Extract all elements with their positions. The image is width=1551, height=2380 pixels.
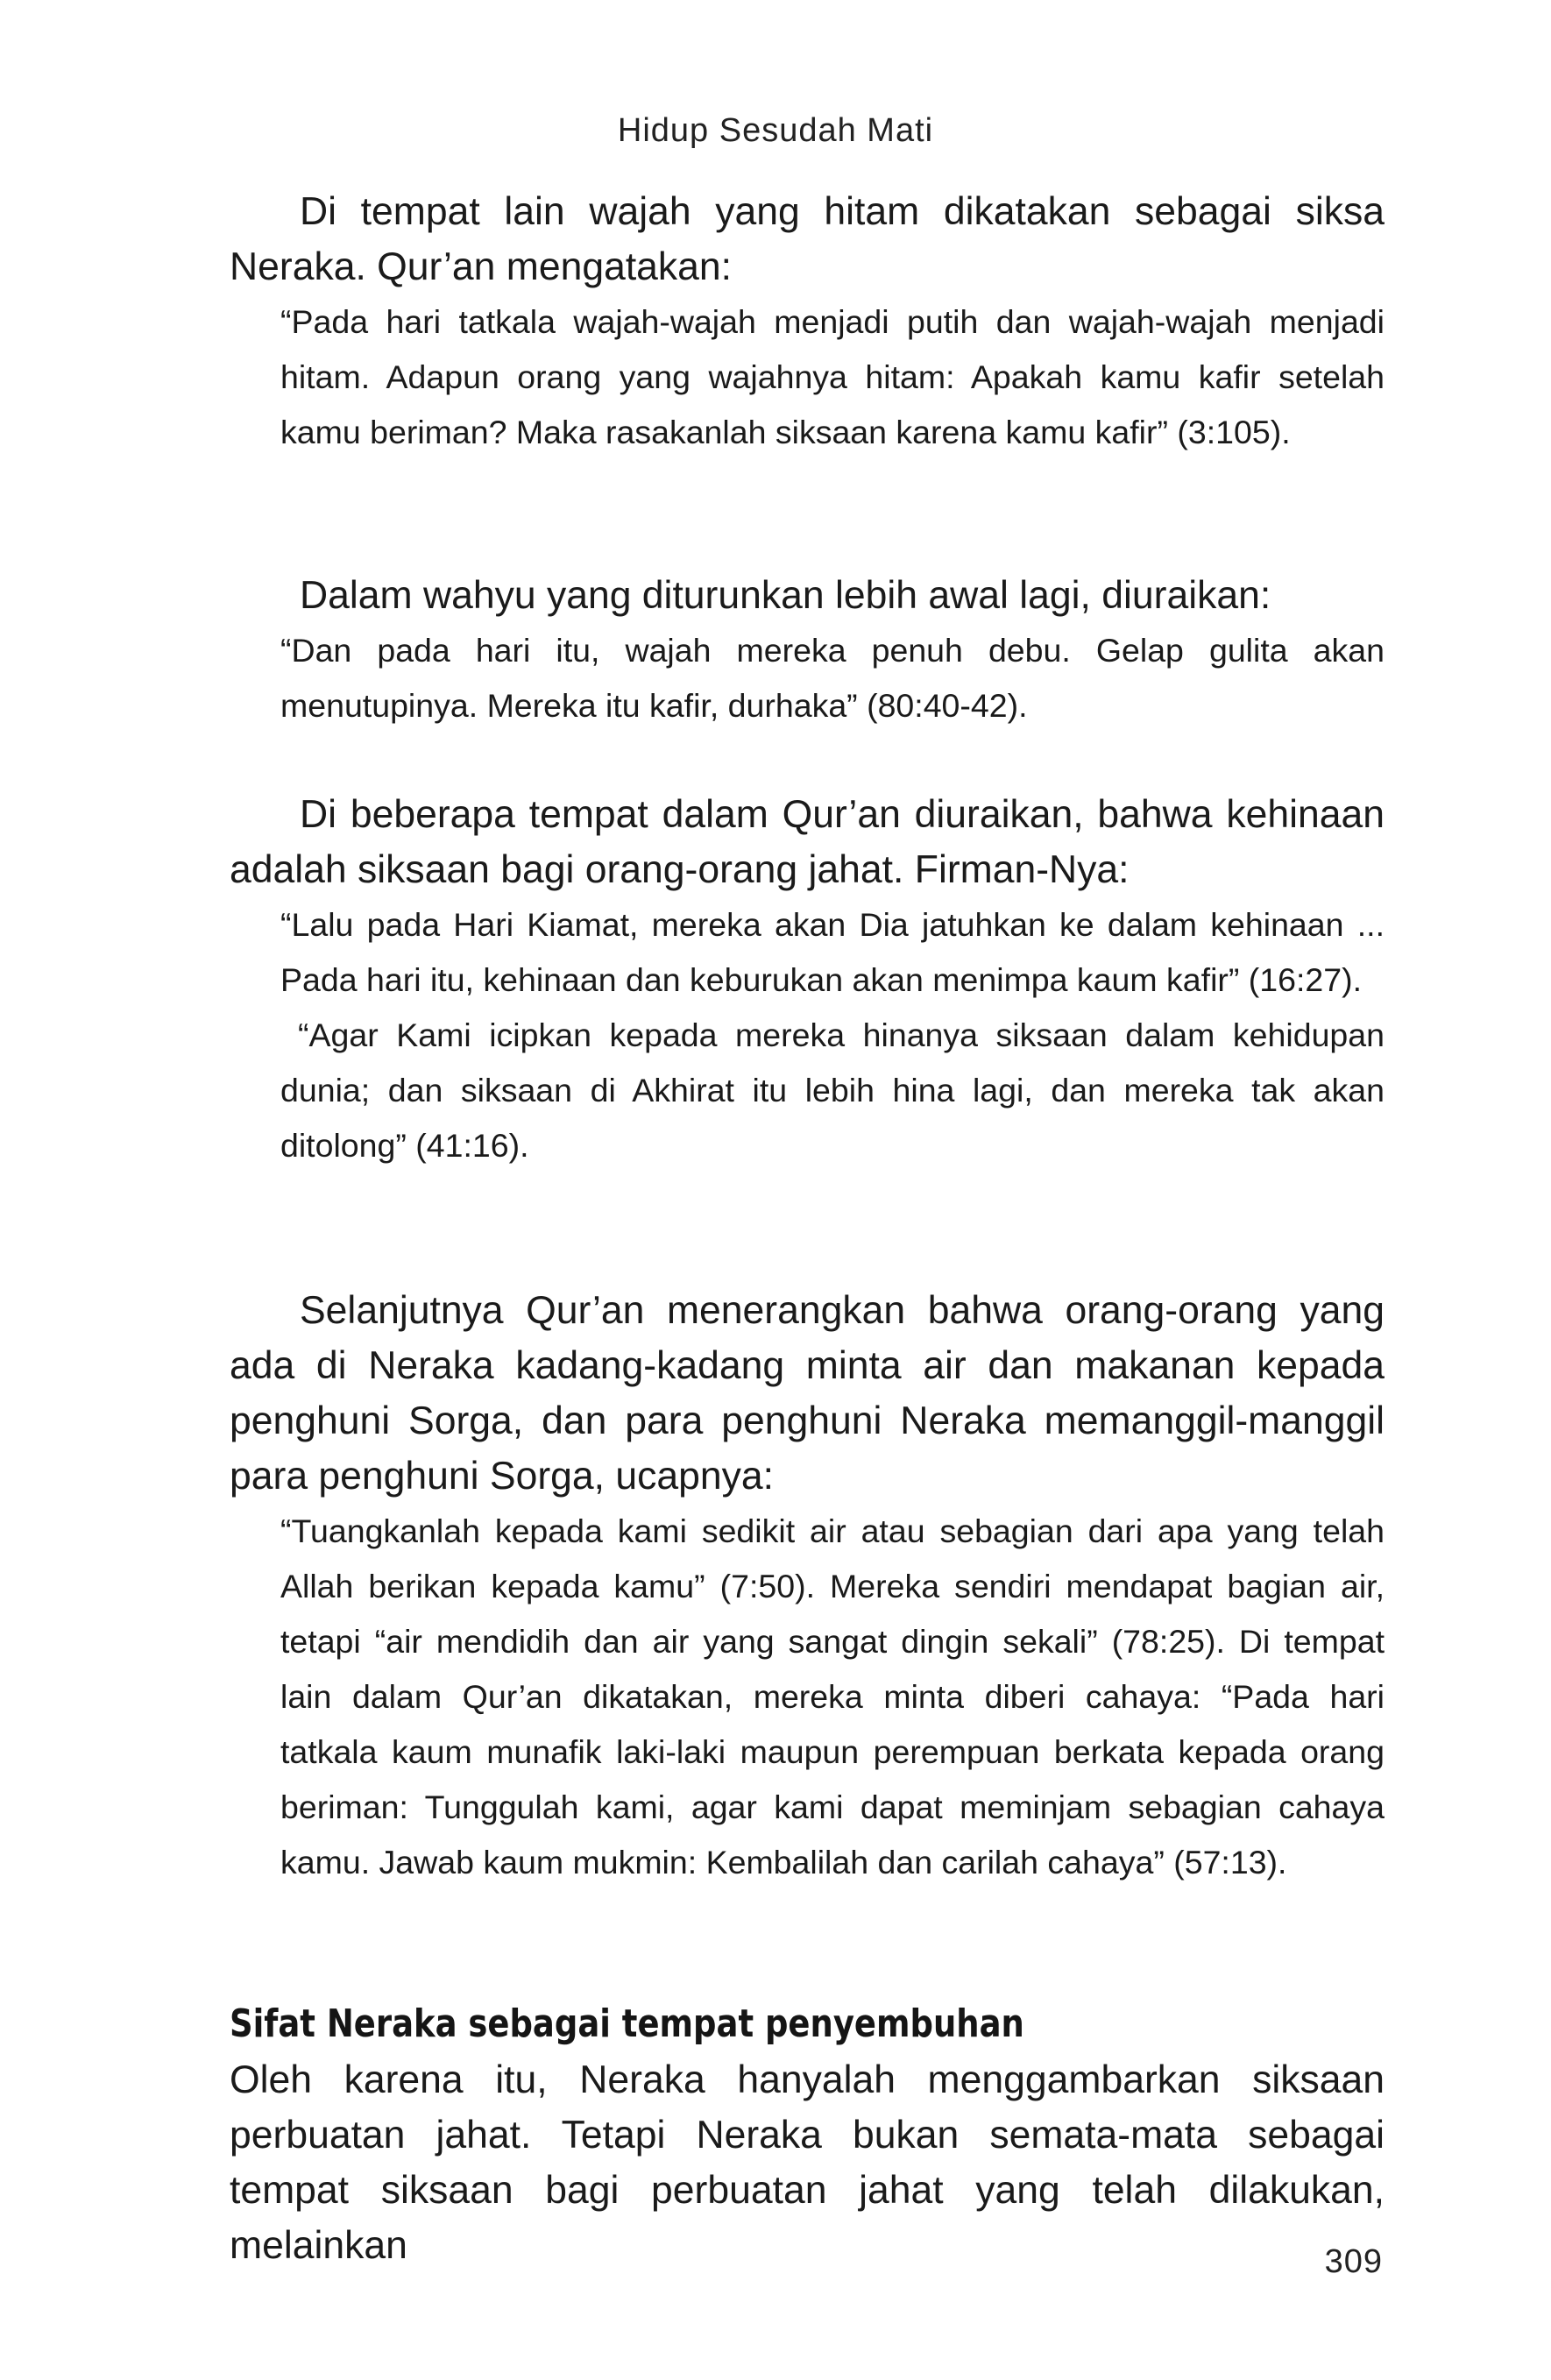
paragraph-1: Di tempat lain wajah yang hitam dikatakan sebagai siksa Neraka. Qur’an mengatakan: (230, 190, 1385, 288)
section-penyembuhan (230, 1996, 1385, 2273)
quote-3-105: “Pada hari tatkala wajah-wajah menjadi putih dan wajah-wajah menjadi hitam. Adapun orang yang wajahnya hitam: Apakah kamu kafir setelah kamu beriman? Maka rasakanlah siksaan karena kamu kafir” (3:105). (280, 303, 1385, 450)
paragraph-4: Selanjutnya Qur’an menerangkan bahwa orang-orang yang ada di Neraka kadang-kadang minta air dan makanan kepada penghuni Sorga, dan para penghuni Neraka memanggil-manggil para penghuni Sorga, ucapnya: (230, 1289, 1385, 1498)
section-minta-air (230, 1283, 1385, 1890)
section-wahyu-awal (230, 568, 1385, 733)
quote-80-40-42: “Dan pada hari itu, wajah mereka penuh debu. Gelap gulita akan menutupinya. Mereka itu kafir, durhaka” (80:40-42). (280, 632, 1385, 724)
quote-16-27: “Lalu pada Hari Kiamat, mereka akan Dia jatuhkan ke dalam kehinaan ... Pada hari itu, kehinaan dan keburukan akan menimpa kaum kafir” (16:27). (280, 906, 1385, 998)
section-heading: Sifat Neraka sebagai tempat penyembuhan (230, 2001, 1024, 2046)
running-head: Hidup Sesudah Mati (617, 112, 934, 149)
section-kehinaan (230, 787, 1385, 1173)
paragraph-5: Oleh karena itu, Neraka hanyalah menggambarkan siksaan perbuatan jahat. Tetapi Neraka bukan semata-mata sebagai tempat siksaan bagi perbuatan jahat yang telah dilakukan, melainkan (230, 2058, 1385, 2267)
section-wajah-hitam (230, 184, 1385, 460)
quote-41-16: “Agar Kami icipkan kepada mereka hinanya siksaan dalam kehidupan dunia; dan siksaan di Akhirat itu lebih hina lagi, dan mereka tak akan ditolong” (41:16). (280, 1016, 1385, 1164)
quote-7-50: “Tuangkanlah kepada kami sedikit air atau sebagian dari apa yang telah Allah berikan kepada kamu” (7:50). Mereka sendiri mendapat bagian air, tetapi “air mendidih dan air yang sangat dingin sekali” (78:25). Di tempat lain dalam Qur’an dikatakan, mereka minta diberi cahaya: “Pada hari tatkala kaum munafik laki-laki maupun perempuan berkata kepada orang beriman: Tunggulah kami, agar kami dapat meminjam sebagian cahaya kamu. Jawab kaum mukmin: Kembalilah dan carilah cahaya” (57:13). (280, 1512, 1385, 1881)
paragraph-3: Di beberapa tempat dalam Qur’an diuraikan, bahwa kehinaan adalah siksaan bagi orang-orang jahat. Firman-Nya: (230, 793, 1385, 891)
paragraph-2: Dalam wahyu yang diturunkan lebih awal lagi, diuraikan: (300, 574, 1271, 617)
page-number: 309 (1324, 2243, 1383, 2280)
